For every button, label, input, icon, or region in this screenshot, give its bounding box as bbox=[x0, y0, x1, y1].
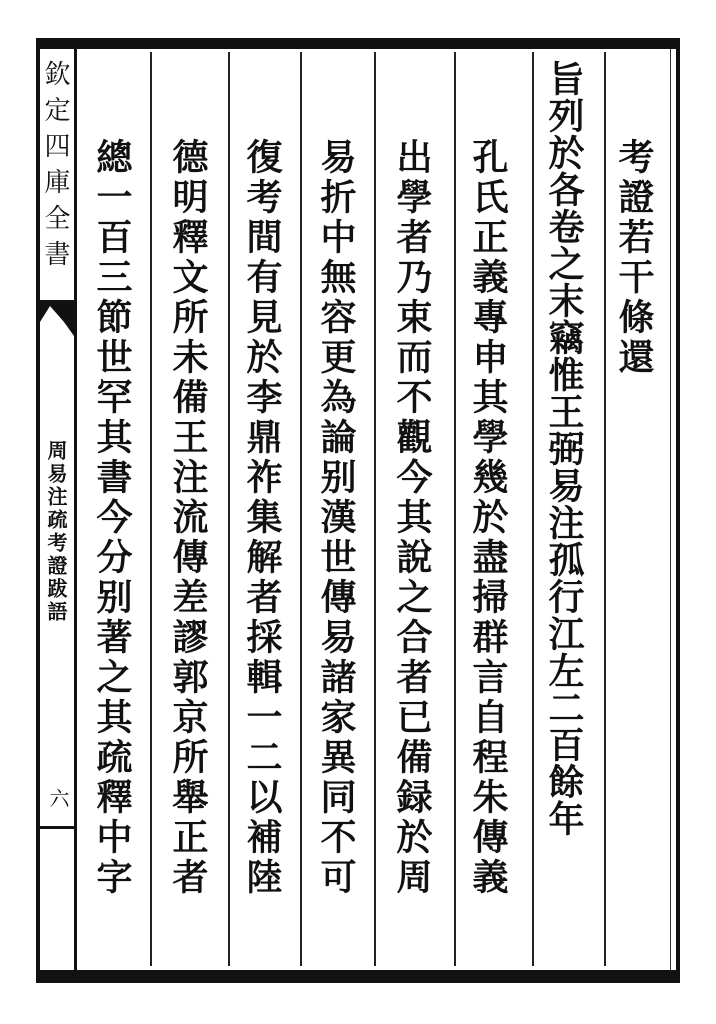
bottom-frame-border bbox=[38, 970, 680, 983]
column-rule bbox=[228, 52, 230, 966]
text-column-6: 復考間有見於李鼎祚集解者採輯一二以補陸 bbox=[241, 138, 283, 898]
inner-right-rule bbox=[670, 49, 671, 970]
fishtail-mark bbox=[40, 300, 74, 340]
text-column-4: 出學者乃束而不觀今其說之合者已備録於周 bbox=[391, 138, 433, 898]
column-rule bbox=[532, 52, 534, 966]
column-rule bbox=[454, 52, 456, 966]
text-column-7: 德明釋文所未備王注流傳差謬郭京所舉正者 bbox=[167, 138, 209, 898]
text-column-1: 考證若干條還 bbox=[613, 138, 655, 378]
book-title: 欽定四庫全書 bbox=[40, 60, 70, 276]
top-frame-border bbox=[38, 38, 680, 49]
text-column-5: 易折中無容更為論别漢世傳易諸家異同不可 bbox=[315, 138, 357, 898]
text-column-3: 孔氏正義專申其學幾於盡掃群言自程朱傳義 bbox=[467, 138, 509, 898]
column-rule bbox=[374, 52, 376, 966]
column-rule bbox=[604, 52, 606, 966]
margin-tick bbox=[40, 826, 74, 829]
column-rule bbox=[300, 52, 302, 966]
page-number: 六 bbox=[46, 788, 70, 808]
margin-rule bbox=[74, 49, 77, 970]
right-frame-border bbox=[676, 38, 680, 983]
text-column-2: 旨列於各卷之末竊惟王弼易注孤行江左二百餘年 bbox=[543, 60, 585, 837]
column-rule bbox=[150, 52, 152, 966]
text-column-8: 總一百三節世罕其書今分别著之其疏釋中字 bbox=[91, 138, 133, 898]
section-title: 周易注疏考證跋語 bbox=[44, 440, 68, 624]
